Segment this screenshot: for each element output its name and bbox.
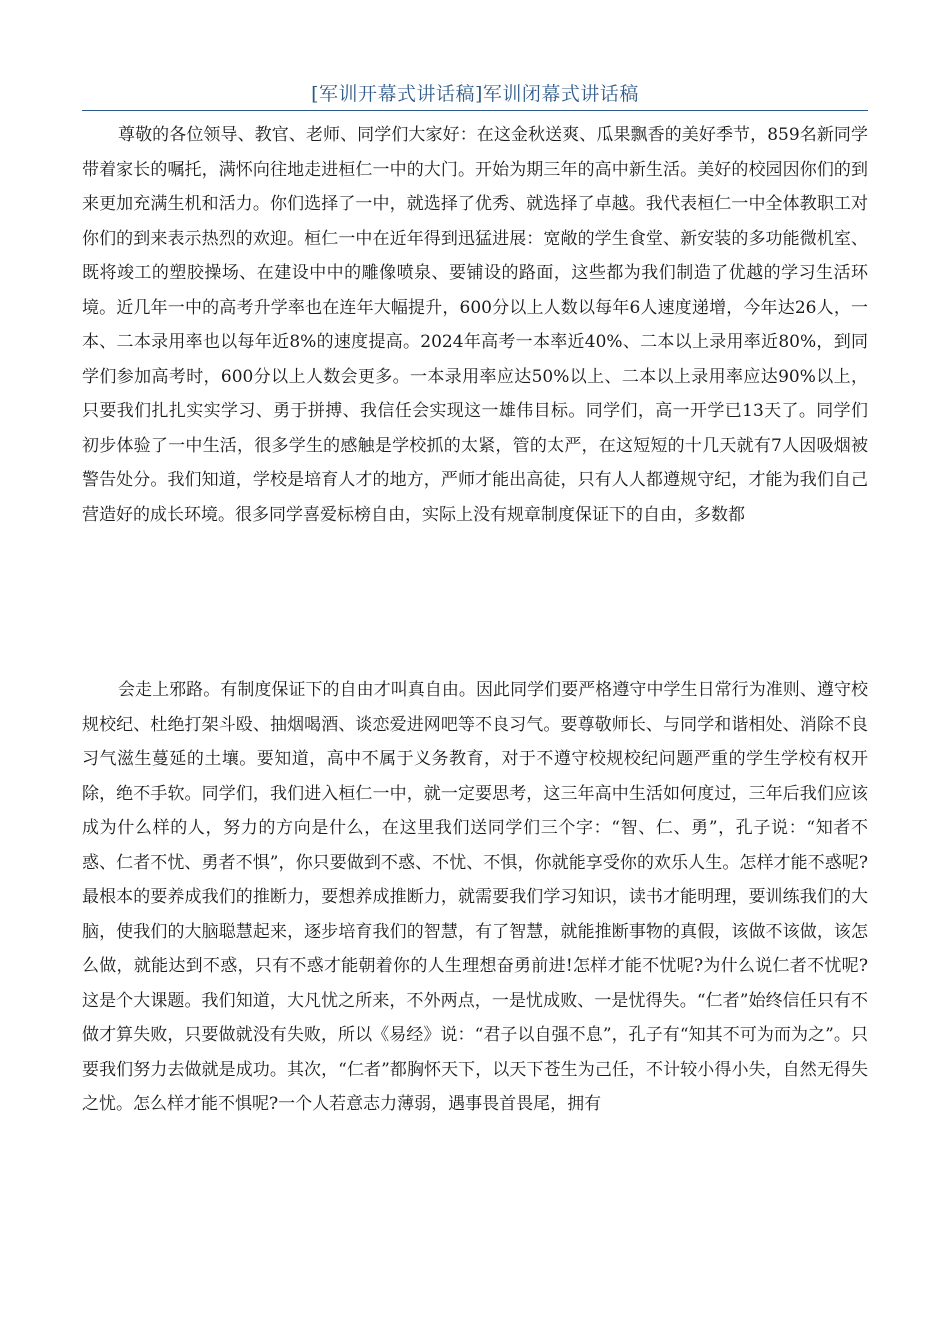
body-paragraph-1: 尊敬的各位领导、教官、老师、同学们大家好：在这金秋送爽、瓜果飘香的美好季节，859名新同学带着家长的嘱托，满怀向往地走进桓仁一中的大门。开始为期三年的高中新生活。美好的校园因你们的到来更加充满生机和活力。你们选择了一中，就选择了优秀、就选择了卓越。我代表桓仁一中全体教职工对你们的到来表示热烈的欢迎。桓仁一中在近年得到迅猛进展：宽敞的学生食堂、新安装的多功能微机室、既将竣工的塑胶操场、在建设中中的雕像喷泉、要铺设的路面，这些都为我们制造了优越的学习生活环境。近几年一中的高考升学率也在连年大幅提升，600分以上人数以每年6人速度递增，今年达26人，一本、二本录用率也以每年近8%的速度提高。2024年高考一本率近40%、二本以上录用率近80%，到同学们参加高考时，600分以上人数会更多。一本录用率应达50%以上、二本以上录用率应达90%以上，只要我们扎扎实实学习、勇于拼搏、我信任会实现这一雄伟目标。同学们，高一开学已13天了。同学们初步体验了一中生活，很多学生的感触是学校抓的太紧，管的太严，在这短短的十几天就有7人因吸烟被警告处分。我们知道，学校是培育人才的地方，严师才能出高徒，只有人人都遵规守纪，才能为我们自己营造好的成长环境。很多同学喜爱标榜自由，实际上没有规章制度保证下的自由，多数都 bbox=[82, 125, 868, 525]
body-paragraph-2: 会走上邪路。有制度保证下的自由才叫真自由。因此同学们要严格遵守中学生日常行为准则、遵守校规校纪、杜绝打架斗殴、抽烟喝酒、谈恋爱进网吧等不良习气。要尊敬师长、与同学和谐相处、消除不良习气滋生蔓延的土壤。要知道，高中不属于义务教育，对于不遵守校规校纪问题严重的学生学校有权开除，绝不手软。同学们，我们进入桓仁一中，就一定要思考，这三年高中生活如何度过，三年后我们应该成为什么样的人，努力的方向是什么，在这里我们送同学们三个字：“智、仁、勇”，孔子说：“知者不惑、仁者不忧、勇者不惧”，你只要做到不惑、不忧、不惧，你就能享受你的欢乐人生。怎样才能不惑呢?最根本的要养成我们的推断力，要想养成推断力，就需要我们学习知识，读书才能明理，要训练我们的大脑，使我们的大脑聪慧起来，逐步培育我们的智慧，有了智慧，就能推断事物的真假，该做不该做，该怎么做，就能达到不惑，只有不惑才能朝着你的人生理想奋勇前进!怎样才能不忧呢?为什么说仁者不忧呢?这是个大课题。我们知道，大凡忧之所来，不外两点，一是忧成败、一是忧得失。“仁者”始终信任只有不做才算失败，只要做就没有失败，所以《易经》说：“君子以自强不息”，孔子有“知其不可为而为之”。只要我们努力去做就是成功。其次，“仁者”都胸怀天下，以天下苍生为己任，不计较小得小失，自然无得失之忧。怎么样才能不惧呢?一个人若意志力薄弱，遇事畏首畏尾，拥有 bbox=[82, 680, 868, 1114]
document-title: [军训开幕式讲话稿]军训闭幕式讲话稿 bbox=[311, 83, 639, 105]
page-header bbox=[82, 80, 868, 111]
